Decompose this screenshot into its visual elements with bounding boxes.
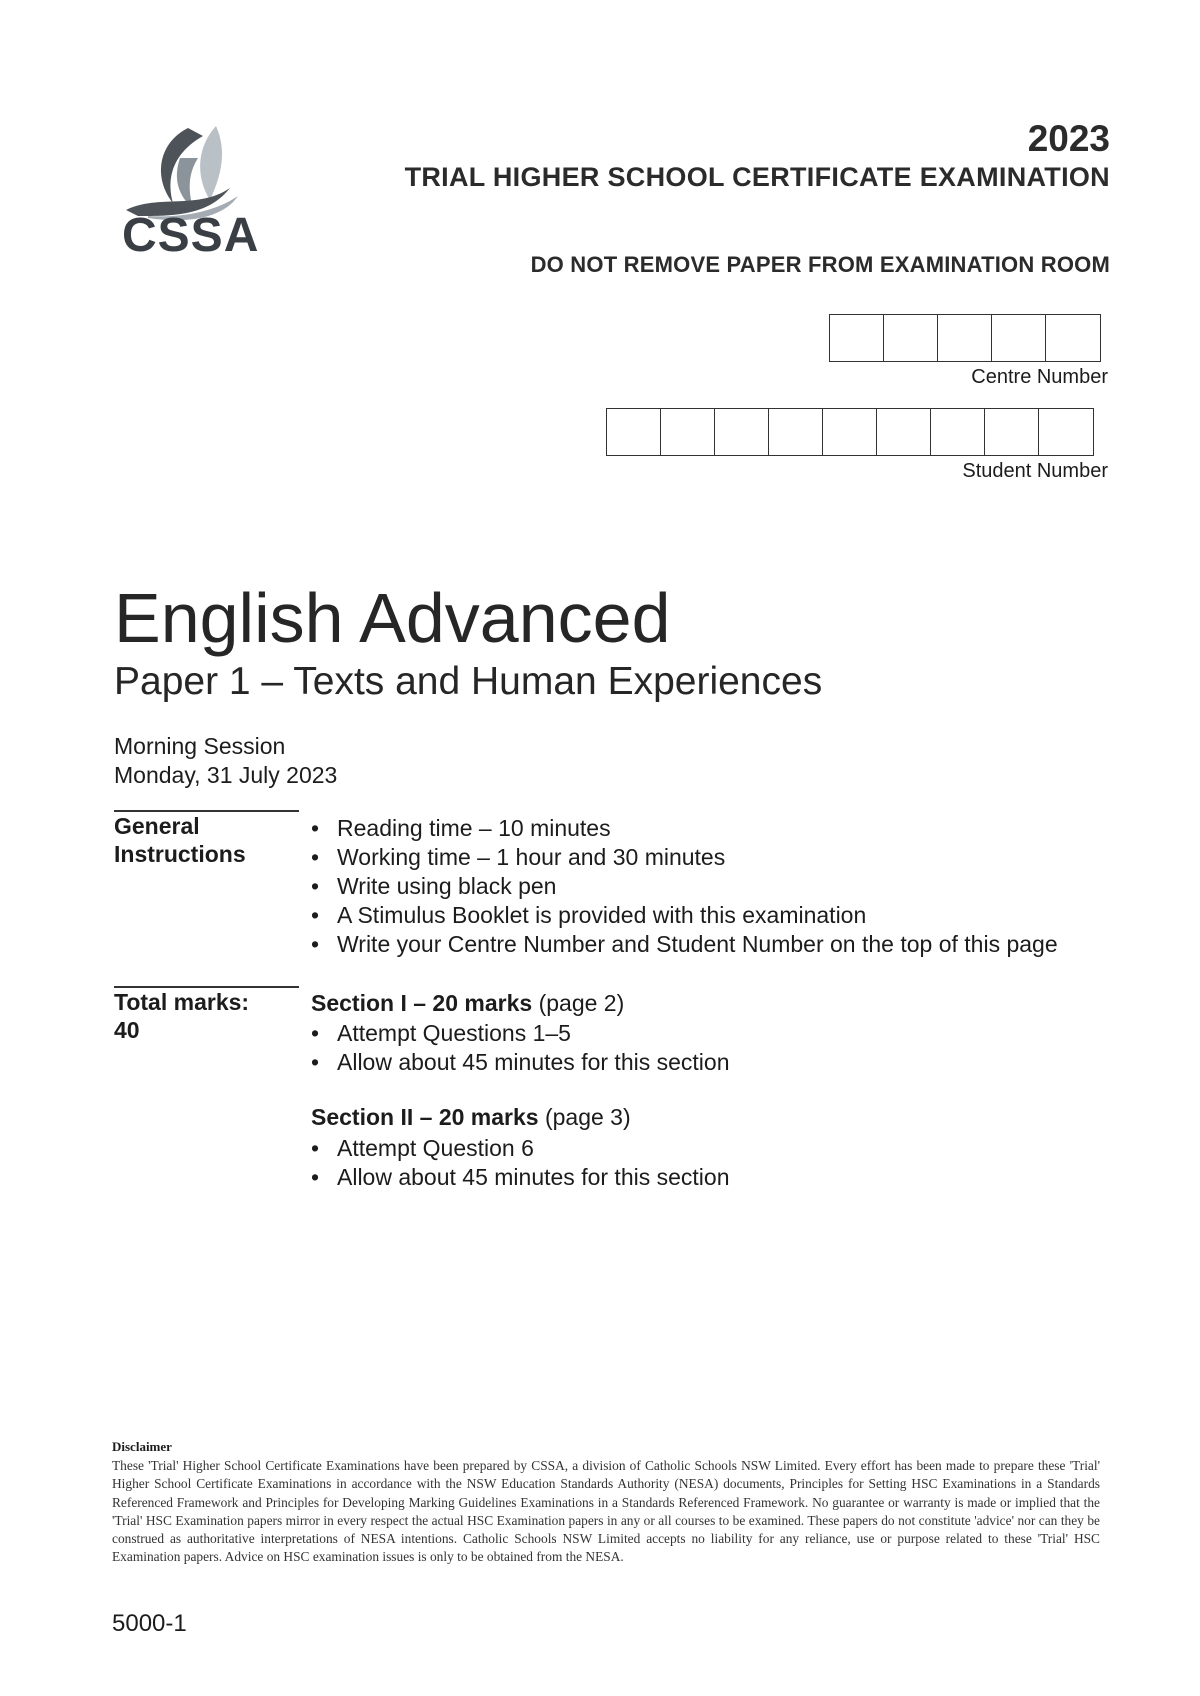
exam-year: 2023: [1027, 118, 1110, 159]
subject-title: English Advanced: [114, 579, 671, 657]
section-2-heading: Section II – 20 marks (page 3): [311, 1104, 631, 1130]
student-number-digit[interactable]: [715, 409, 769, 455]
total-marks-label: Total marks: 40: [114, 989, 250, 1043]
section-1-list: [311, 1019, 729, 1077]
centre-number-digit[interactable]: [938, 315, 992, 361]
total-marks-value: 40: [114, 1017, 140, 1043]
list-item: • Allow about 45 minutes for this section: [311, 1048, 729, 1077]
student-number-digit[interactable]: [877, 409, 931, 455]
list-item: • Reading time – 10 minutes: [311, 814, 1058, 843]
centre-number-digit[interactable]: [1046, 315, 1100, 361]
disclaimer-title: Disclaimer: [112, 1439, 172, 1454]
general-instructions-label: General Instructions: [114, 813, 246, 867]
centre-number-label: Centre Number: [971, 366, 1108, 388]
list-item: • Attempt Question 6: [311, 1134, 729, 1163]
student-number-digit[interactable]: [661, 409, 715, 455]
section-2-list: [311, 1134, 729, 1192]
student-number-digit[interactable]: [769, 409, 823, 455]
centre-number-boxes[interactable]: [829, 314, 1101, 362]
centre-number-digit[interactable]: [992, 315, 1046, 361]
session-time: Morning Session: [114, 733, 286, 759]
list-item: • Attempt Questions 1–5: [311, 1019, 729, 1048]
student-number-digit[interactable]: [931, 409, 985, 455]
session-date: Monday, 31 July 2023: [114, 762, 338, 788]
student-number-digit[interactable]: [607, 409, 661, 455]
do-not-remove-notice: DO NOT REMOVE PAPER FROM EXAMINATION ROOM: [530, 252, 1110, 277]
section-1-heading: Section I – 20 marks (page 2): [311, 990, 625, 1016]
general-instructions-list: [311, 814, 1058, 959]
session-info: [114, 732, 337, 790]
centre-number-digit[interactable]: [830, 315, 884, 361]
centre-number-digit[interactable]: [884, 315, 938, 361]
list-item: • Write your Centre Number and Student Number on the top of this page: [311, 930, 1058, 959]
disclaimer-body: These 'Trial' Higher School Certificate Examinations have been prepared by CSSA, a division of Catholic Schools NSW Limited. Every effort has been made to prepare these 'Trial' Higher School Certificate Examinations in accordance with the NSW Education Standards Authority (NESA) documents, Principles for Setting HSC Examinations in a Standards Referenced Framework and Principles for Developing Marking Guidelines Examinations in a Standards Referenced Framework. No guarantee or warranty is made or implied that the 'Trial' HSC Examination papers mirror in every respect the actual HSC Examination papers in any or all courses to be examined. These papers do not constitute 'advice' nor can they be construed as authoritative interpretations of NESA intentions. Catholic Schools NSW Limited accepts no liability for any reliance, use or purpose related to these 'Trial' HSC Examination papers. Advice on HSC examination issues is only to be obtained from the NESA.: [112, 1458, 1100, 1565]
student-number-digit[interactable]: [823, 409, 877, 455]
paper-title: Paper 1 – Texts and Human Experiences: [114, 660, 823, 703]
paper-code: 5000-1: [112, 1610, 187, 1637]
list-item: • A Stimulus Booklet is provided with this examination: [311, 901, 1058, 930]
student-number-digit[interactable]: [1039, 409, 1093, 455]
list-item: • Allow about 45 minutes for this section: [311, 1163, 729, 1192]
student-number-digit[interactable]: [985, 409, 1039, 455]
list-item: • Write using black pen: [311, 872, 1058, 901]
list-item: • Working time – 1 hour and 30 minutes: [311, 843, 1058, 872]
student-number-label: Student Number: [962, 460, 1108, 482]
exam-title: TRIAL HIGHER SCHOOL CERTIFICATE EXAMINATION: [404, 162, 1110, 192]
student-number-boxes[interactable]: [606, 408, 1094, 456]
logo-wordmark: CSSA: [122, 209, 260, 262]
